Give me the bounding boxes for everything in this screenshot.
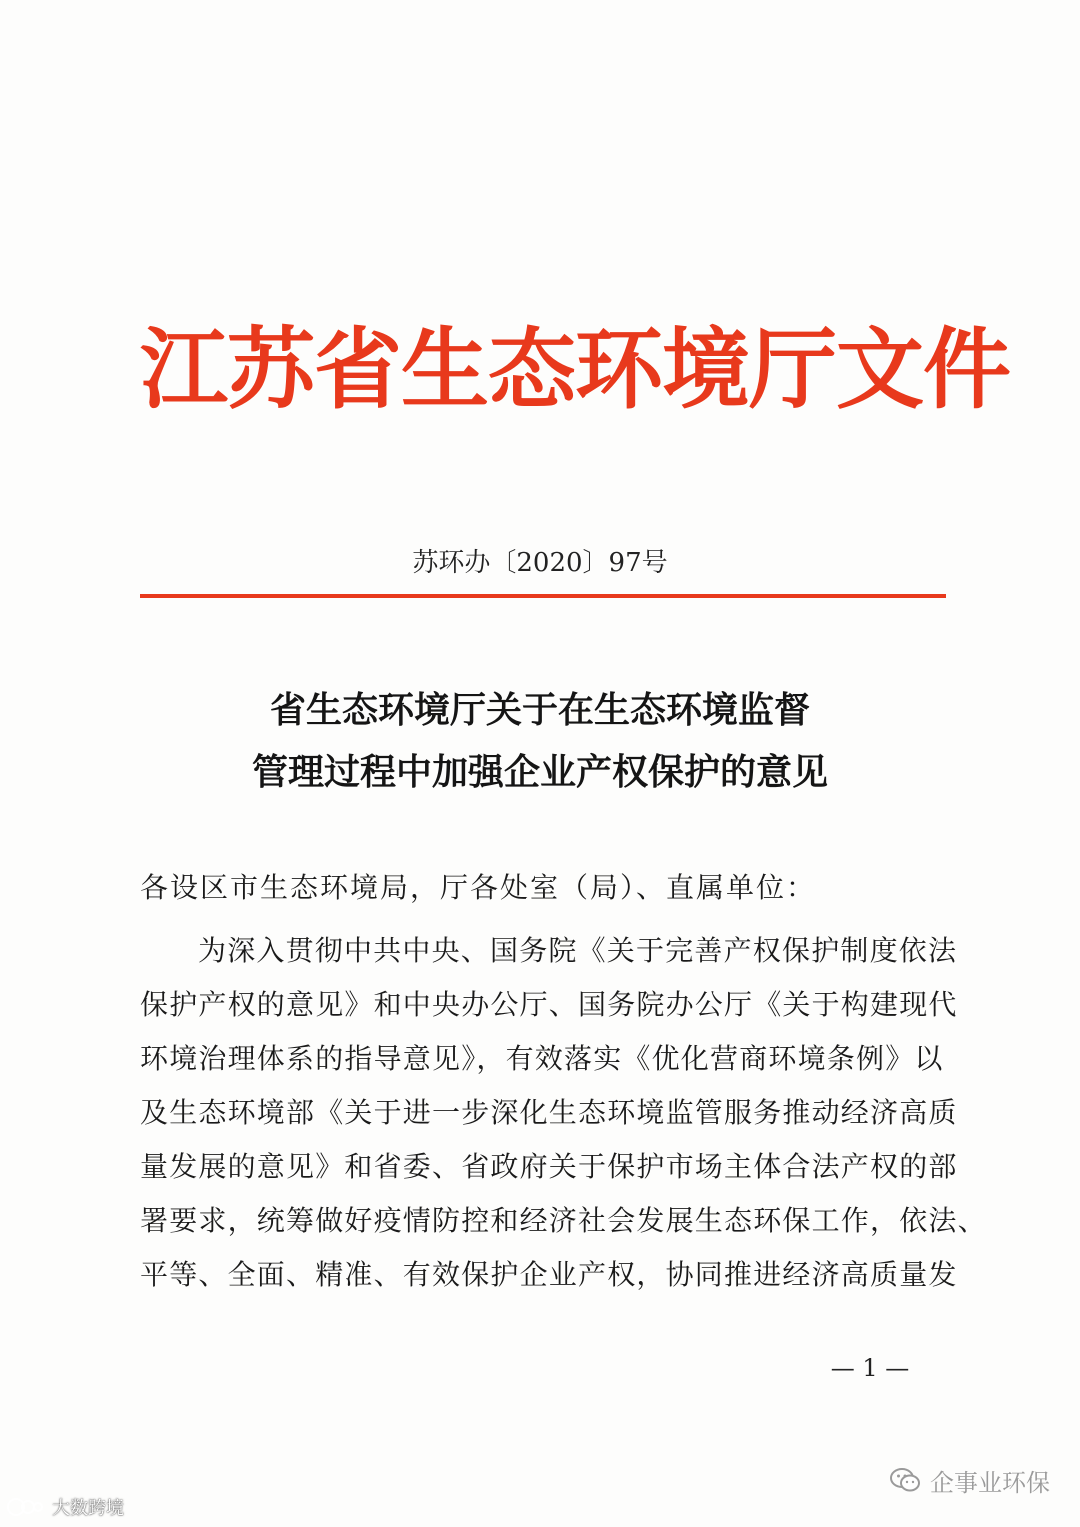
addressee-line: 各设区市生态环境局，厅各处室（局）、直属单位：	[140, 871, 817, 904]
body-line: 及生态环境部《关于进一步深化生态环境监管服务推动经济高质	[140, 1096, 958, 1129]
subject-line-2: 管理过程中加强企业产权保护的意见	[251, 752, 828, 793]
body-line: 环境治理体系的指导意见》，有效落实《优化营商环境条例》以	[140, 1042, 944, 1075]
wechat-icon	[890, 1467, 920, 1493]
page-number: — 1 —	[830, 1354, 910, 1382]
logo-icon	[6, 1496, 46, 1518]
body-line: 量发展的意见》和省委、省政府关于保护市场主体合法产权的部	[140, 1150, 958, 1183]
body-text	[140, 924, 987, 1302]
body-line: 保护产权的意见》和中央办公厅、国务院办公厅《关于构建现代	[140, 988, 958, 1021]
body-line: 为深入贯彻中共中央、国务院《关于完善产权保护制度依法	[198, 934, 958, 967]
subject-line-1: 省生态环境厅关于在生态环境监督	[269, 690, 810, 731]
document-subject	[140, 680, 940, 804]
watermark-left-text: 大数跨境	[52, 1498, 124, 1519]
body-line: 平等、全面、精准、有效保护企业产权，协同推进经济高质量发	[140, 1258, 958, 1291]
body-line: 署要求，统筹做好疫情防控和经济社会发展生态环保工作，依法、	[140, 1204, 987, 1237]
red-header-rule	[140, 594, 946, 598]
watermark-right	[890, 1460, 1050, 1500]
document-header-title: 江苏省生态环境厅文件	[140, 318, 1011, 421]
watermark-right-text: 企事业环保	[930, 1468, 1050, 1497]
watermark-left	[6, 1492, 124, 1522]
document-number: 苏环办〔2020〕97号	[412, 548, 668, 578]
